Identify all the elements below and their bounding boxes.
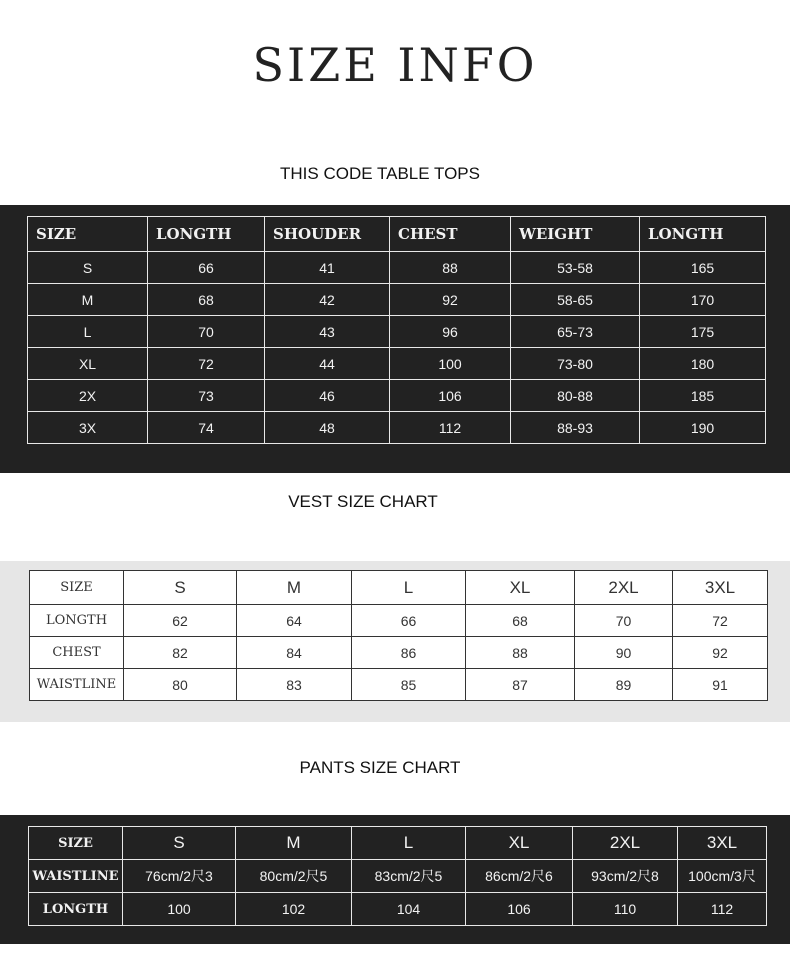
column-header: CHEST (390, 217, 511, 252)
row-label: XL (28, 348, 148, 380)
table-cell: 42 (265, 284, 390, 316)
row-label: L (28, 316, 148, 348)
table-cell: 110 (573, 893, 678, 926)
table-cell: 89 (575, 669, 673, 701)
table-cell: 73 (148, 380, 265, 412)
table-cell: 88-93 (511, 412, 640, 444)
row-label: LONGTH (29, 893, 123, 926)
table-cell: 83cm/2尺5 (352, 860, 466, 893)
pants-size-table (28, 826, 767, 926)
table-cell: 72 (673, 605, 768, 637)
table-cell: 65-73 (511, 316, 640, 348)
table-cell: 62 (124, 605, 237, 637)
column-header: XL (466, 571, 575, 605)
table-cell: 48 (265, 412, 390, 444)
table-cell: 82 (124, 637, 237, 669)
table-cell: 70 (148, 316, 265, 348)
table-cell: 190 (640, 412, 766, 444)
table-cell: 73-80 (511, 348, 640, 380)
table-row (28, 316, 766, 348)
table-cell: 80cm/2尺5 (236, 860, 352, 893)
table-row (28, 412, 766, 444)
table-cell: 93cm/2尺8 (573, 860, 678, 893)
table-cell: 88 (390, 252, 511, 284)
table-cell: 88 (466, 637, 575, 669)
column-header: SIZE (28, 217, 148, 252)
table-cell: 106 (390, 380, 511, 412)
row-label: LONGTH (30, 605, 124, 637)
table-row (28, 380, 766, 412)
table-cell: 100 (390, 348, 511, 380)
header-row (28, 217, 766, 252)
row-label: S (28, 252, 148, 284)
table-cell: 86 (352, 637, 466, 669)
column-header: 3XL (673, 571, 768, 605)
header-row (29, 827, 767, 860)
row-label: WAISTLINE (30, 669, 124, 701)
table-cell: 185 (640, 380, 766, 412)
table-cell: 46 (265, 380, 390, 412)
table-cell: 170 (640, 284, 766, 316)
table-cell: 92 (390, 284, 511, 316)
table-row (28, 252, 766, 284)
column-header: SIZE (29, 827, 123, 860)
column-header: S (123, 827, 236, 860)
table-cell: 43 (265, 316, 390, 348)
table-row (28, 284, 766, 316)
table-cell: 64 (237, 605, 352, 637)
table-cell: 72 (148, 348, 265, 380)
vest-heading: VEST SIZE CHART (288, 492, 438, 511)
table-cell: 91 (673, 669, 768, 701)
table-row (28, 348, 766, 380)
table-cell: 96 (390, 316, 511, 348)
column-header: LONGTH (148, 217, 265, 252)
column-header: S (124, 571, 237, 605)
table-cell: 112 (678, 893, 767, 926)
column-header: L (352, 571, 466, 605)
table-cell: 58-65 (511, 284, 640, 316)
column-header: M (236, 827, 352, 860)
table-row (30, 605, 768, 637)
table-cell: 86cm/2尺6 (466, 860, 573, 893)
column-header: WEIGHT (511, 217, 640, 252)
row-label: CHEST (30, 637, 124, 669)
row-label: 2X (28, 380, 148, 412)
column-header: XL (466, 827, 573, 860)
table-cell: 66 (352, 605, 466, 637)
table-cell: 53-58 (511, 252, 640, 284)
table-cell: 80-88 (511, 380, 640, 412)
table-cell: 92 (673, 637, 768, 669)
row-label: WAISTLINE (29, 860, 123, 893)
table-cell: 80 (124, 669, 237, 701)
table-cell: 68 (148, 284, 265, 316)
column-header: M (237, 571, 352, 605)
row-label: 3X (28, 412, 148, 444)
table-cell: 165 (640, 252, 766, 284)
table-row (30, 669, 768, 701)
table-cell: 104 (352, 893, 466, 926)
table-cell: 90 (575, 637, 673, 669)
column-header: LONGTH (640, 217, 766, 252)
table-cell: 100 (123, 893, 236, 926)
table-cell: 44 (265, 348, 390, 380)
table-row (29, 893, 767, 926)
table-cell: 100cm/3尺 (678, 860, 767, 893)
tops-size-table (27, 216, 766, 444)
table-cell: 175 (640, 316, 766, 348)
table-cell: 70 (575, 605, 673, 637)
table-cell: 106 (466, 893, 573, 926)
table-row (30, 637, 768, 669)
table-cell: 87 (466, 669, 575, 701)
table-cell: 68 (466, 605, 575, 637)
table-cell: 41 (265, 252, 390, 284)
table-cell: 102 (236, 893, 352, 926)
column-header: SIZE (30, 571, 124, 605)
table-row (29, 860, 767, 893)
column-header: L (352, 827, 466, 860)
pants-heading: PANTS SIZE CHART (299, 758, 461, 777)
table-cell: 66 (148, 252, 265, 284)
column-header: 2XL (575, 571, 673, 605)
row-label: M (28, 284, 148, 316)
table-cell: 180 (640, 348, 766, 380)
table-cell: 83 (237, 669, 352, 701)
table-cell: 112 (390, 412, 511, 444)
column-header: 2XL (573, 827, 678, 860)
tops-heading: THIS CODE TABLE TOPS (280, 164, 480, 183)
table-cell: 84 (237, 637, 352, 669)
vest-size-table (29, 570, 768, 701)
column-header: SHOUDER (265, 217, 390, 252)
table-cell: 76cm/2尺3 (123, 860, 236, 893)
table-cell: 85 (352, 669, 466, 701)
column-header: 3XL (678, 827, 767, 860)
page-title: SIZE INFO (252, 38, 538, 92)
header-row (30, 571, 768, 605)
table-cell: 74 (148, 412, 265, 444)
